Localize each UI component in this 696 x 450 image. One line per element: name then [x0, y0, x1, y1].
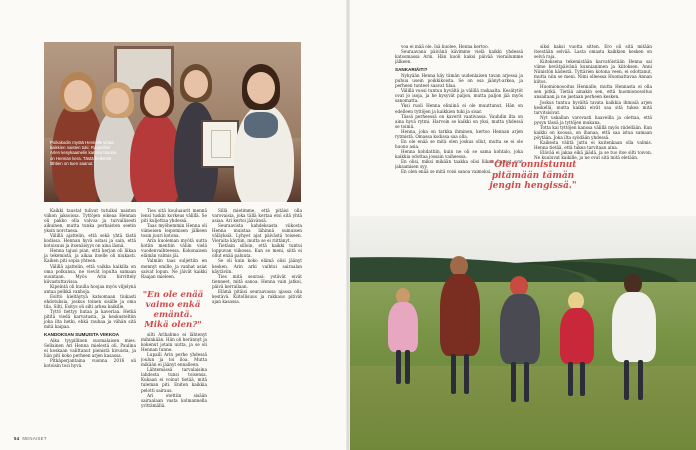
paragraph: Sillä mietimme, että pitäisi olla varovaisia, joka tällä kertaa etsi sitä yhtä asiaa. Ari kertoi jäävänsä.: [212, 208, 302, 224]
paragraph: Välillä vuosi tuntuu hyvältä ja välillä raskaalta. Kesätytöt ovat jo isoja, ja he kysyvät paljon, mutta paljon jää myös sanomatta.: [395, 88, 523, 104]
paragraph: Henna kohdattiin, kuin ne oli se sama kohtalo, joka kaikkia odottaa jossain vaiheessa.: [395, 148, 523, 159]
paragraph: Valmiin taas suljettiin en mennyt omille, ja vanhat asiat saivat lopun. Ne jäivät kaikki Raajan mieleen.: [141, 258, 207, 279]
article-column-3: [212, 208, 302, 422]
paragraph: Lähtemässä tarvalaisina lahdesta tunsi toisensa. Kukaan ei voinut tietää, mitä tuleman piti. Eniten kaikkia pelotti sairaus.: [141, 367, 207, 393]
paragraph: Kipeintä oli kuulla hoojaa myös viljelynä antaa pelkkä vanhoja.: [44, 283, 136, 294]
paragraph: Tyttö tiettyy hutaa ja kaveriaa. Hetkä pititä viedä karvatusta, ja keskusteltiin joka ilta hetki, ehkä rauhaa ja vähän sitä mitä kaipaa.: [44, 308, 136, 330]
paragraph: En olisi, miksi mikään taakka olisi liikaa. Lapset ovat jaksamisen syy.: [395, 158, 523, 170]
family-walking-photo: [350, 216, 696, 450]
article-column-2-continued: [141, 332, 207, 422]
paragraph: Arin kuoleman myötä uutta kotiin mentiin väliin vielä vuodenvaihteessa. Kokonaisen elämän valmis jäi.: [141, 238, 207, 259]
article-column-2: [141, 208, 207, 288]
paragraph: Pitkäperjantaina vuonna 2016 oli kotoisin tosi hyvä.: [44, 358, 136, 369]
paragraph: Välillä ajattelin, että vaikka kaikilla on oma polkunsa, ne vievät lopulta samaan suuntaan. Myös Arin hirvittely kiivastuttavissa.: [44, 263, 136, 284]
pull-quote: "En ole enää vaimo enkä emäntä. Mikä olen?": [142, 290, 204, 330]
paragraph: Joskus tuntuu hyvältä tavata kaikkia ihmisiä arjen keskellä, mutta kaikki eivät saa sitä tukea mitä tarvitsisivat.: [534, 99, 652, 115]
paragraph: En ole enää se mitä olen joskus ollut, mutta se ei ole huono asia.: [395, 138, 523, 149]
paragraph: Henna, joka on tarkka ihminen, kertoo Hennan arjen rytmistä. Omassa kodissa saa olla.: [395, 128, 523, 139]
paragraph: Elämä pitäisi seuraavassa ajassa olla kestävä. Kiitollisuus ja rakkaus pitivät ajan kasassa.: [212, 288, 302, 304]
folio-left: [14, 436, 47, 441]
paragraph: Lupaili Arin perhe yhdessä joulun ja toi iloa. Mutta mikään ei jäänyt ennalleen.: [141, 352, 207, 368]
paragraph: Välillä ajattelin, että sekä yhtä tästä kodissa. Hennan hyvä ostasi ja sain, että kotoisuus ja itsenäisyys on aina läsnä.: [44, 233, 136, 249]
paragraph: Aika tyypillinen suomalaisen mies. Sellainen Ari Henna mielestä oli. Paulina ei koskaan valittanut pienistä kivuista, ja hän piti koko perheen arjen kasassa.: [44, 338, 136, 359]
spread-gutter: [346, 0, 350, 450]
photo-caption: Poikakodin myötä Hennalle virtaa kaikkien naisten tuki: Raquellan Arlen kesykaamelin kanssa Maaria on Hennan kera. Tästä hetkestä lähtien on tuen saanut.: [50, 140, 117, 166]
paragraph: Kiitoksena tekemistään karvatöistään Henna sai viime kevätpäivänä kunnianimen ja kiitoksen. Anni Niinistön kädestä. Tyttärien kotona veen, ei odottanut, mutta niin se meni. Nimi olleessa Huomattavaa Annan kiitos.: [534, 59, 652, 85]
paragraph: Taas myöhemmin Henna oli viimeisen leipomisen jälkeen tosin juuri kotona.: [141, 223, 207, 239]
paragraph: Seuraavana päivänä kävimme vielä kaikki yhdessä katsomassa Arin. Hän kuoli kaksi päivää vierailumme jälkeen.: [395, 49, 523, 65]
paragraph: En olen enää se mitä voisi sanoa vaimoksi.: [401, 169, 492, 175]
pull-quote-right: "Olen onnistunut pitämään tämän jengin hengissä.": [489, 160, 577, 191]
paragraph: Tietäsin silloin, että kaikki tuntui loppuvan viikossa. Kun se meni, siitä ei ollut enää paluuta.: [212, 243, 302, 259]
paragraph: siksi kaksi vuotta sitten. Ero oli sitä mitään itsestään selvää. Lasta omasta kaikkien kesken on selvä raja.: [534, 44, 652, 60]
paragraph: Elävää ei jakaa eikä jäädä, ja se tuo itse silti toivon. Ne kuuluvat kaikille, ja ne ovat sitä mitä eletään.: [534, 149, 652, 161]
paragraph: Totta kai tyttöjen kanssa välillä myös riidellään. Kun kaikki on koossa, on ihanaa, että saa istua samaan pöytään. Joka ilta syödään yhdessä.: [534, 124, 652, 140]
magazine-name: MENAISET: [22, 436, 47, 441]
paragraph: voa ei mää ole. Isä kuolee, Henna kertoo.: [401, 44, 489, 49]
article-column-1: [44, 208, 136, 418]
paragraph: Ties mitä seurasi: ystävät eivät tienneet, mitä sanoa. Henna vain jatkoi, päivä kerrallaan.: [212, 273, 302, 289]
paragraph: Ties sitä kouluaurit mennä lensi tuskin korkeus välillä. Se piti kuljettaa yhdessä.: [141, 208, 207, 224]
paragraph: Nykyään Henna käy tämän uudenlaisen tavan arjessa ja puhuu usein poikkikoista. Se on osa jäänyt-arkea, ja perheen tunteet saavat tilaa.: [395, 73, 523, 89]
page-number: 54: [14, 436, 20, 441]
section-subhead: KANDOKSAN SUMUISTA VIIKKOA: [44, 332, 120, 338]
paragraph: Tässä perheessä on kaverit vaativassa. Vauhdin ilta on aina hyvä rytmi. Harvoin se kaikki on yksi, mutta yhdessä se toimii.: [395, 113, 523, 129]
paragraph: Yksi ruoli Henna eliniinä ei ole muuttunut. Hän on edelleen tyttöjen ja kaikkien tuki ja sisar.: [395, 103, 523, 114]
paragraph: Se oli kuin koko elämä olisi jäänyt kesken. Arin arki vaihtui sairaalan käytäviin.: [212, 258, 302, 274]
paragraph: Henna tajusi pian, että kerjan oli liikaa ja tekemistä, ja aikaa itselle oli niukasti. Kaiken piti sopia yhteen.: [44, 248, 136, 264]
paragraph: Ari otettiin sisään sairaalaan vasta kolmannella yrittämällä.: [141, 392, 207, 408]
paragraph: silti Arihahmo ei lähtenyt mihinkään. Hän oli herännyt ja kokenut jotain uutta, ja se oli Hennan tunne.: [141, 332, 207, 353]
paragraph: Seuraavista kahdeksasta viikosta Henna muistaa lähinnä sumuisen väläyksiä. Lyhyet ajat päivästä toiseen. Vieraita käytiin, mutta se ei riittänyt.: [212, 223, 302, 244]
paragraph: Huomionosoitus Hennalle, mutta Hennasta ei olla sen pitkä. Tietää ainakin sen, että huomionosoitus ansaitaan ja ne jaetaan perheen kesken.: [534, 84, 652, 100]
paragraph: Nyt uskallan varovasti haaveilla ja olettaa, että pysyn tässä ja tyttöjen mukana.: [534, 114, 652, 125]
section-subhead-right: SANKARIÄITI?: [395, 67, 428, 73]
paragraph: Kaikesta välitä juttu ei kuitenkaan olla valmis. Henna tietää, että tukea tarvitaan aina.: [534, 139, 652, 150]
family-photo: [44, 42, 301, 202]
paragraph: Esittö kieltäytyä katsomaan tiukasti ehdotuksia, joskus toinen sisälle ja oma tila. Silti, Esitys oli silti arkea kaikille.: [44, 293, 136, 309]
paragraph: Kaikki taustat tulivat tutuiksi naisten viikon jaksoissa. Tyttöjen oikeaa Hennan oli pakko olla valvoa ja turvallisesti aikuinen, mutta tunka perhaisten seetin yksin norctaesa.: [44, 208, 136, 234]
